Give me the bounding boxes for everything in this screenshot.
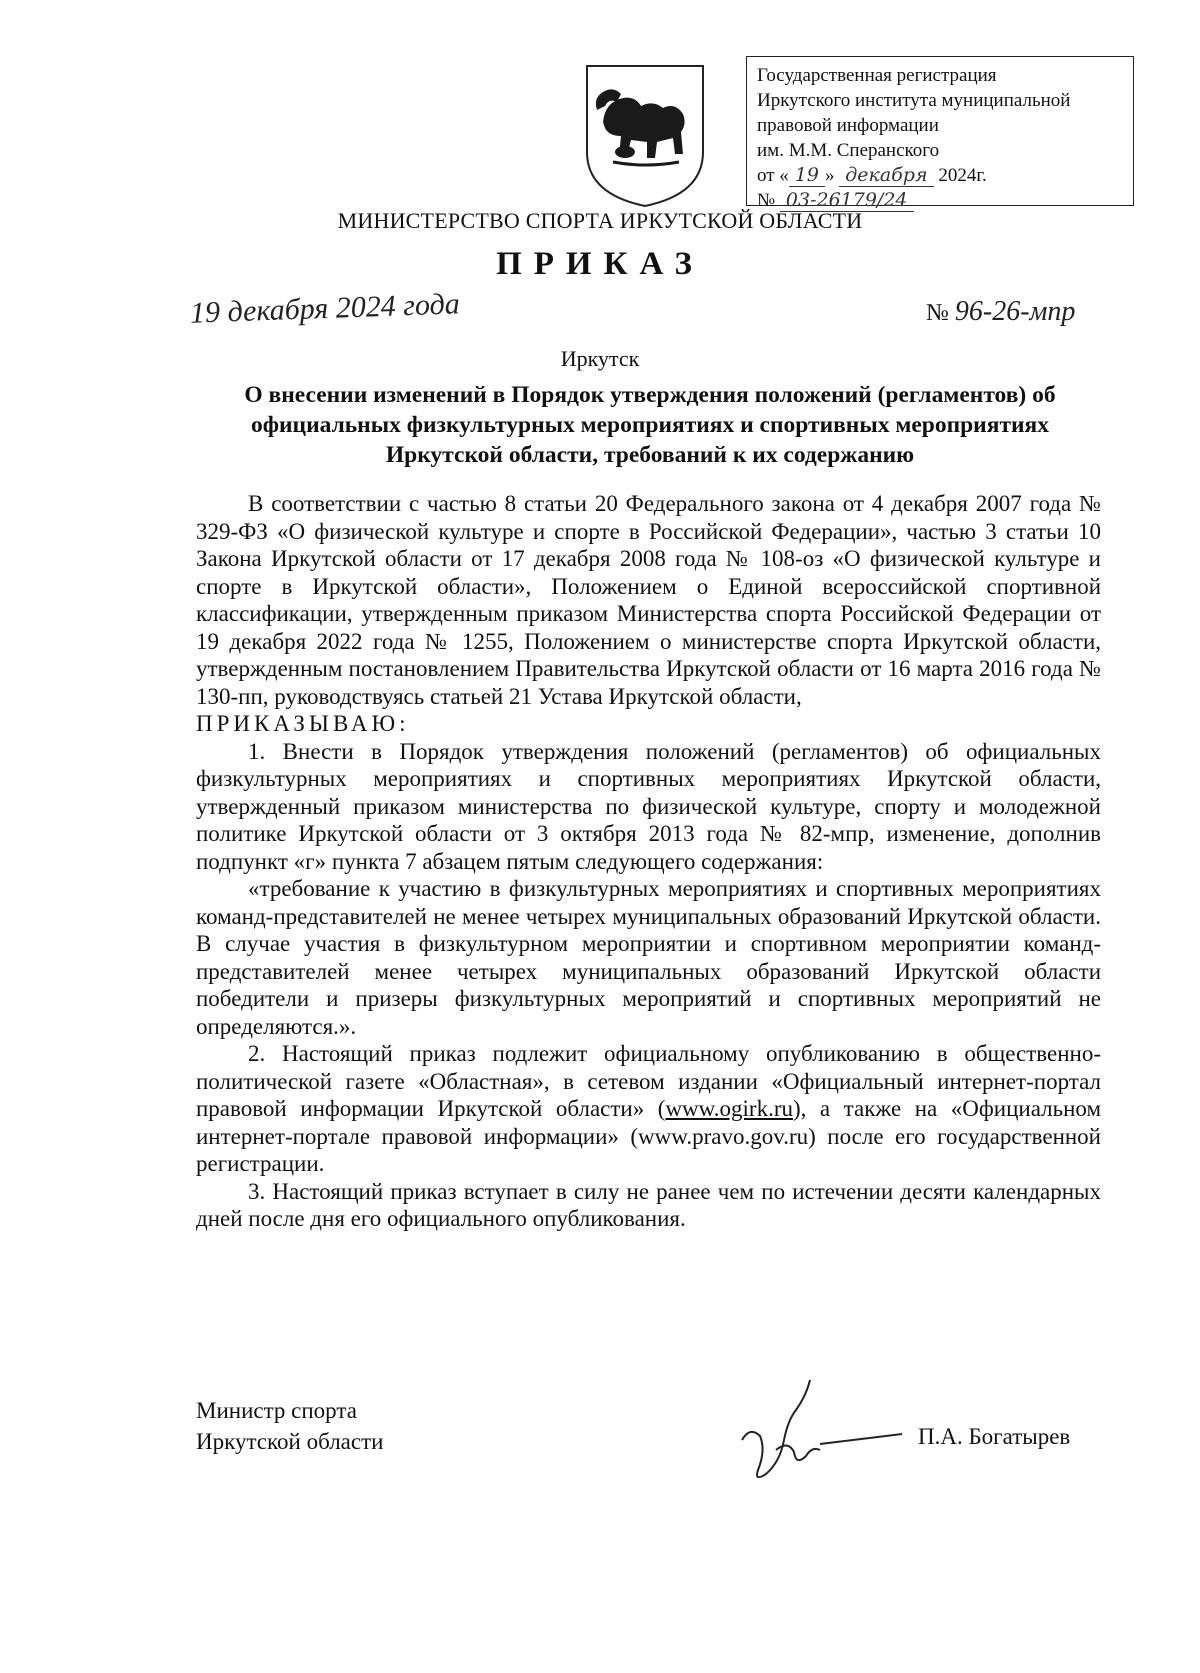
stamp-line: правовой информации <box>757 115 939 136</box>
ministry-name: МИНИСТЕРСТВО СПОРТА ИРКУТСКОЙ ОБЛАСТИ <box>337 208 863 233</box>
signer-name: П.А. Богатырев <box>918 1424 1071 1449</box>
order-body <box>196 490 1101 1233</box>
order-number <box>926 296 1075 328</box>
quote-paragraph: «требование к участию в физкультурных мероприятиях и спортивных мероприятиях команд-представителей не менее четырех муниципальных образований Иркутской области. В случае участия в физкультурном мероприятии и спортивном мероприятии команд-представителей менее четырех муниципальных образований Иркутской области победители и призеры физкультурных мероприятий и спортивных мероприятий не определяются.». <box>196 876 1101 1039</box>
city: Иркутск <box>560 346 640 371</box>
stamp-date-day: 19 <box>789 164 825 187</box>
stamp-date-mid: » <box>825 165 835 186</box>
stamp-number-label: № <box>757 190 776 211</box>
stamp-date-prefix: от « <box>757 165 789 186</box>
item-3-paragraph: 3. Настоящий приказ вступает в силу не ранее чем по истечении десяти календарных дней после дня его официального опубликования. <box>196 1178 1101 1231</box>
order-date: 19 декабря 2024 года <box>189 287 461 330</box>
registration-stamp <box>746 56 1134 211</box>
stamp-date <box>757 163 1123 188</box>
order-word: ПРИКАЗЫВАЮ: <box>196 711 410 736</box>
stamp-line: Иркутского института муниципальной <box>757 90 1071 111</box>
item-1-paragraph: 1. Внести в Порядок утверждения положений (регламентов) об официальных физкультурных мероприятиях и спортивных мероприятиях Иркутской области, утвержденный приказом министерства по физической культуре, спорту и молодежной политике Иркутской области от 3 октября 2013 года № 82-мпр, изменение, дополнив подпункт «г» пункта 7 абзацем пятым следующего содержания: <box>196 738 1101 874</box>
ogirk-link[interactable]: www.ogirk.ru <box>665 1096 793 1121</box>
item-2-text-a: 2. Настоящий приказ подлежит официальному опубликованию в общественно-политической газете «Областная», в сетевом издании «Официальный интернет-портал правовой информации Иркутской области» ( <box>196 1041 1101 1121</box>
stamp-line: Государственная регистрация <box>757 65 997 86</box>
document-title: ПРИКАЗ <box>496 246 704 282</box>
preamble-paragraph: В соответствии с частью 8 статьи 20 Федерального закона от 4 декабря 2007 года № 329-ФЗ «О физической культуре и спорте в Российской Федерации», частью 3 статьи 10 Закона Иркутской области от 17 декабря 2008 года № 108-оз «О физической культуре и спорте в Иркутской области», Положением о Единой всероссийской спортивной классификации, утвержденным приказом Министерства спорта Российской Федерации от 19 декабря 2022 года № 1255, Положением о министерстве спорта Иркутской области, утвержденным постановлением Правительства Иркутской области от 16 марта 2016 года № 130-пп, руководствуясь статьей 21 Устава Иркутской области, <box>196 491 1101 709</box>
item-2-text-b: ), а также на «Официальном интернет-портале правовой информации» (www.pravo.gov.ru) после его государственной регистрации. <box>196 1096 1102 1176</box>
sable-coat-of-arms-icon <box>583 62 707 210</box>
signer-title-line-2: Иркутской области <box>196 1429 384 1454</box>
order-number-label: № <box>926 300 949 326</box>
item-2-paragraph <box>196 1040 1101 1178</box>
handwritten-signature <box>736 1370 906 1490</box>
order-number-value: 96-26-мпр <box>954 296 1076 327</box>
signer-title <box>196 1395 383 1457</box>
stamp-date-year: 2024 <box>938 165 977 186</box>
stamp-date-suffix: г. <box>976 165 987 186</box>
stamp-date-month: декабря <box>839 164 933 187</box>
stamp-number-value: 03-26179/24 <box>780 189 914 212</box>
signer-title-line-1: Министр спорта <box>196 1398 357 1423</box>
stamp-line: им. М.М. Сперанского <box>757 140 940 161</box>
order-heading: О внесении изменений в Порядок утверждения положений (регламентов) об официальных физкультурных мероприятиях и спортивных мероприятиях Иркутской области, требований к их содержанию <box>244 382 1056 468</box>
